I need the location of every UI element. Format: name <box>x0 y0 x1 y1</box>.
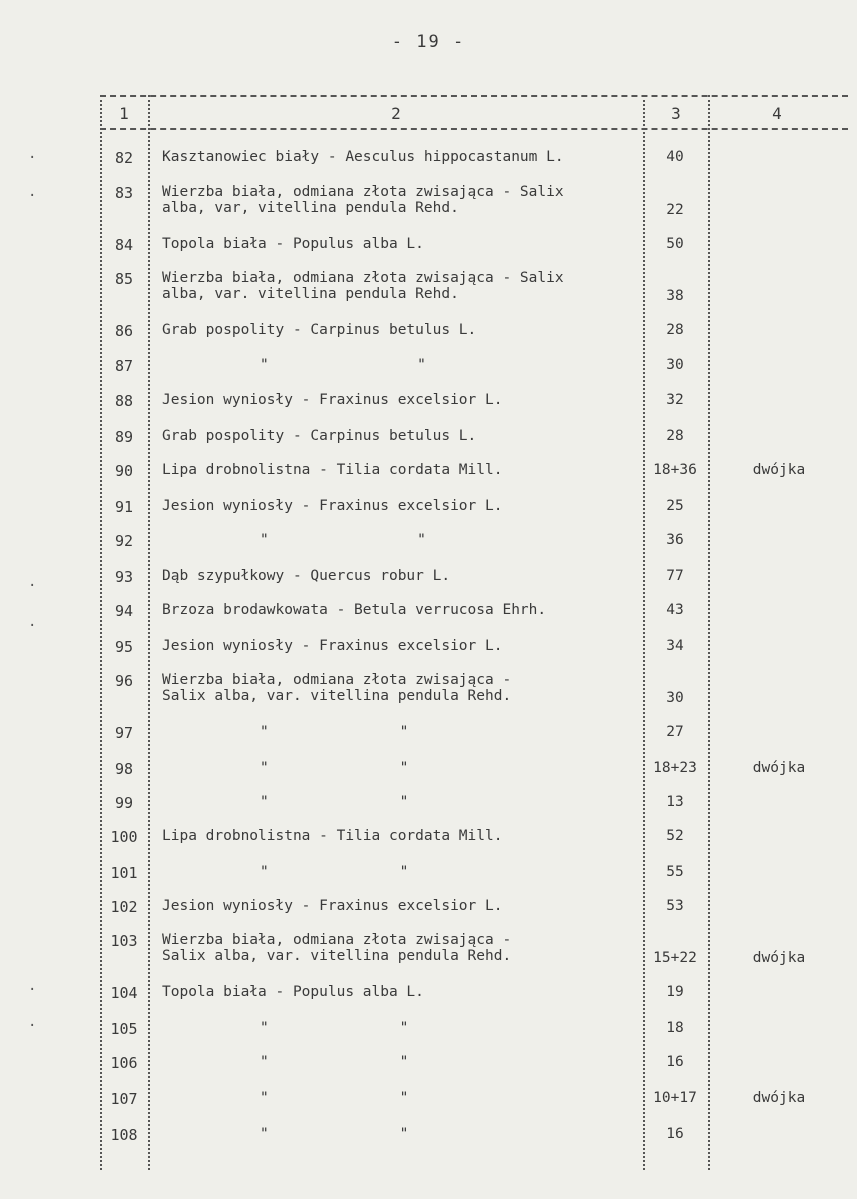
species-name: Grab pospolity - Carpinus betulus L. <box>162 322 477 338</box>
row-number: 83 <box>114 184 134 202</box>
trunk-circumference: 27 <box>666 724 684 740</box>
row-number: 85 <box>114 270 134 288</box>
column-rule <box>148 95 150 1170</box>
trunk-circumference: 55 <box>666 864 684 880</box>
species-name: " " <box>260 1090 409 1106</box>
trunk-circumference: 16 <box>666 1126 684 1142</box>
trunk-circumference: 18 <box>666 1020 684 1036</box>
row-number: 96 <box>114 672 134 690</box>
trunk-circumference: 15+22 <box>653 950 697 966</box>
trunk-circumference: 52 <box>666 828 684 844</box>
remarks: dwójka <box>752 462 806 478</box>
trunk-circumference: 34 <box>666 638 684 654</box>
species-name: Jesion wyniosły - Fraxinus excelsior L. <box>162 498 503 514</box>
species-name: Lipa drobnolistna - Tilia cordata Mill. <box>162 828 503 844</box>
trunk-circumference: 18+23 <box>653 760 697 776</box>
header-col-4: 4 <box>772 104 782 123</box>
row-number: 99 <box>114 794 134 812</box>
trunk-circumference: 25 <box>666 498 684 514</box>
row-number: 84 <box>114 236 134 254</box>
row-number: 98 <box>114 760 134 778</box>
trunk-circumference: 18+36 <box>653 462 697 478</box>
row-number: 106 <box>110 1054 138 1072</box>
trunk-circumference: 77 <box>666 568 684 584</box>
species-name: " " <box>260 760 409 776</box>
margin-mark: · <box>28 618 37 634</box>
species-name: Brzoza brodawkowata - Betula verrucosa Ehrh. <box>162 602 547 618</box>
margin-mark: · <box>28 150 37 166</box>
row-number: 95 <box>114 638 134 656</box>
species-name: Grab pospolity - Carpinus betulus L. <box>162 428 477 444</box>
row-number: 104 <box>110 984 138 1002</box>
table-top-rule <box>100 95 848 97</box>
trunk-circumference: 28 <box>666 322 684 338</box>
remarks: dwójka <box>752 1090 806 1106</box>
species-name: Jesion wyniosły - Fraxinus excelsior L. <box>162 638 503 654</box>
species-name: Lipa drobnolistna - Tilia cordata Mill. <box>162 462 503 478</box>
row-number: 101 <box>110 864 138 882</box>
trunk-circumference: 40 <box>666 149 684 165</box>
row-number: 108 <box>110 1126 138 1144</box>
row-number: 103 <box>110 932 138 950</box>
column-rule <box>643 95 645 1170</box>
row-number: 91 <box>114 498 134 516</box>
row-number: 82 <box>114 149 134 167</box>
header-col-2: 2 <box>391 104 401 123</box>
row-number: 89 <box>114 428 134 446</box>
row-number: 88 <box>114 392 134 410</box>
species-name: " " <box>260 532 426 548</box>
trunk-circumference: 38 <box>666 288 684 304</box>
row-number: 102 <box>110 898 138 916</box>
trunk-circumference: 30 <box>666 357 684 373</box>
species-name: " " <box>260 1054 409 1070</box>
row-number: 86 <box>114 322 134 340</box>
column-rule <box>708 95 710 1170</box>
row-number: 87 <box>114 357 134 375</box>
margin-mark: · <box>28 578 37 594</box>
trunk-circumference: 32 <box>666 392 684 408</box>
header-col-3: 3 <box>671 104 681 123</box>
remarks: dwójka <box>752 950 806 966</box>
trunk-circumference: 53 <box>666 898 684 914</box>
trunk-circumference: 43 <box>666 602 684 618</box>
species-name: " " <box>260 1020 409 1036</box>
species-name: Topola biała - Populus alba L. <box>162 236 424 252</box>
row-number: 97 <box>114 724 134 742</box>
row-number: 107 <box>110 1090 138 1108</box>
species-name: Jesion wyniosły - Fraxinus excelsior L. <box>162 898 503 914</box>
header-col-1: 1 <box>119 104 129 123</box>
page-number: - 19 - <box>391 32 466 52</box>
trunk-circumference: 36 <box>666 532 684 548</box>
species-name: Wierzba biała, odmiana złota zwisająca - Salix alba, var. vitellina pendula Rehd. <box>162 932 512 964</box>
species-name: Jesion wyniosły - Fraxinus excelsior L. <box>162 392 503 408</box>
species-name: " " <box>260 357 426 373</box>
row-number: 90 <box>114 462 134 480</box>
species-name: " " <box>260 1126 409 1142</box>
trunk-circumference: 10+17 <box>653 1090 697 1106</box>
margin-mark: · <box>28 982 37 998</box>
trunk-circumference: 19 <box>666 984 684 1000</box>
row-number: 105 <box>110 1020 138 1038</box>
row-number: 100 <box>110 828 138 846</box>
row-number: 93 <box>114 568 134 586</box>
row-number: 92 <box>114 532 134 550</box>
table-header-rule <box>100 128 848 130</box>
species-name: " " <box>260 794 409 810</box>
species-name: Wierzba biała, odmiana złota zwisająca - Salix alba, var. vitellina pendula Rehd. <box>162 672 512 704</box>
margin-mark: · <box>28 1018 37 1034</box>
remarks: dwójka <box>752 760 806 776</box>
species-name: Topola biała - Populus alba L. <box>162 984 424 1000</box>
trunk-circumference: 16 <box>666 1054 684 1070</box>
margin-mark: · <box>28 188 37 204</box>
species-name: Dąb szypułkowy - Quercus robur L. <box>162 568 451 584</box>
trunk-circumference: 30 <box>666 690 684 706</box>
trunk-circumference: 13 <box>666 794 684 810</box>
row-number: 94 <box>114 602 134 620</box>
species-name: Wierzba biała, odmiana złota zwisająca - Salix alba, var. vitellina pendula Rehd. <box>162 270 564 302</box>
species-name: " " <box>260 724 409 740</box>
column-rule <box>100 95 102 1170</box>
species-name: " " <box>260 864 409 880</box>
trunk-circumference: 50 <box>666 236 684 252</box>
species-name: Kasztanowiec biały - Aesculus hippocastanum L. <box>162 149 564 165</box>
species-name: Wierzba biała, odmiana złota zwisająca - Salix alba, var, vitellina pendula Rehd. <box>162 184 564 216</box>
trunk-circumference: 22 <box>666 202 684 218</box>
trunk-circumference: 28 <box>666 428 684 444</box>
